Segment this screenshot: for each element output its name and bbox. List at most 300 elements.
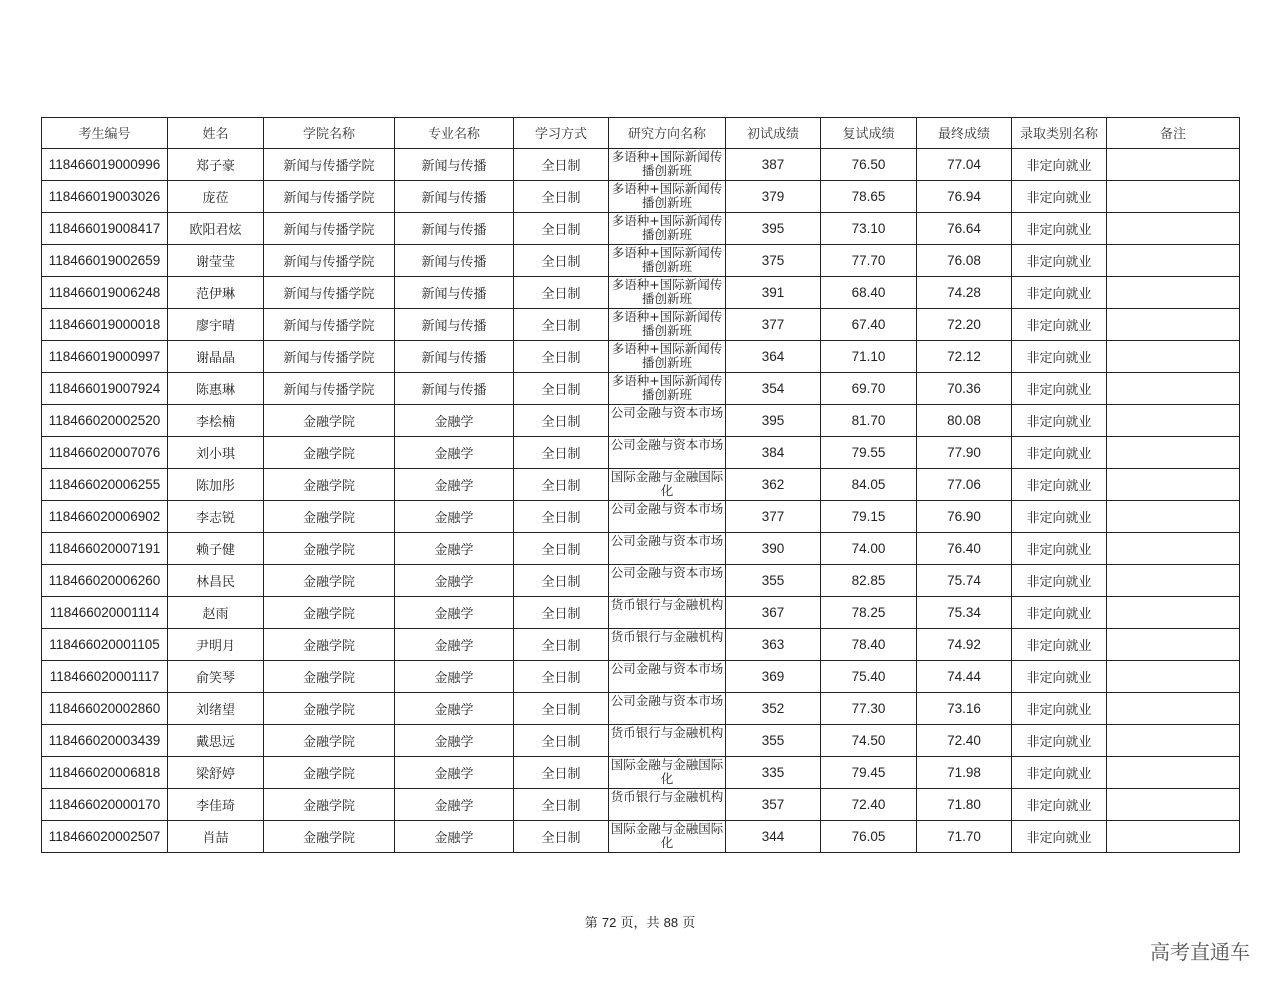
header-admission-type: 录取类别名称 (1012, 118, 1107, 149)
cell-research-direction (609, 820, 726, 852)
footer-middle: 页，共 (620, 916, 660, 931)
table-row (42, 180, 1240, 212)
cell-college: 新闻与传播学院 (264, 308, 395, 340)
cell-research-direction (609, 724, 726, 756)
cell-college: 金融学院 (264, 660, 395, 692)
cell-name: 李志锐 (168, 500, 264, 532)
cell-major: 新闻与传播 (395, 308, 514, 340)
cell-admission-type: 非定向就业 (1012, 244, 1107, 276)
cell-college: 新闻与传播学院 (264, 212, 395, 244)
cell-name: 戴思远 (168, 724, 264, 756)
cell-final-score: 71.80 (917, 788, 1012, 820)
cell-retest-score: 82.85 (821, 564, 917, 596)
cell-prelim-score: 377 (726, 308, 821, 340)
cell-college: 新闻与传播学院 (264, 372, 395, 404)
cell-admission-type: 非定向就业 (1012, 372, 1107, 404)
cell-name: 刘绪望 (168, 692, 264, 724)
research-direction-text: 货币银行与金融机构 (610, 789, 724, 804)
cell-prelim-score: 364 (726, 340, 821, 372)
cell-retest-score: 67.40 (821, 308, 917, 340)
cell-final-score: 80.08 (917, 404, 1012, 436)
cell-college: 金融学院 (264, 404, 395, 436)
cell-prelim-score: 390 (726, 532, 821, 564)
cell-research-direction (609, 628, 726, 660)
research-direction-text: 多语种+国际新闻传播创新班 (611, 181, 723, 210)
cell-admission-type: 非定向就业 (1012, 692, 1107, 724)
research-direction-text: 多语种+国际新闻传播创新班 (611, 341, 723, 370)
cell-final-score: 72.20 (917, 308, 1012, 340)
cell-candidate-id: 118466019003026 (42, 180, 168, 212)
cell-major: 金融学 (395, 596, 514, 628)
cell-admission-type: 非定向就业 (1012, 628, 1107, 660)
cell-study-mode: 全日制 (514, 532, 609, 564)
cell-retest-score: 72.40 (821, 788, 917, 820)
table-row (42, 628, 1240, 660)
footer-prefix: 第 (584, 916, 598, 931)
table-row (42, 692, 1240, 724)
cell-research-direction (609, 308, 726, 340)
cell-research-direction (609, 276, 726, 308)
cell-major: 新闻与传播 (395, 212, 514, 244)
cell-prelim-score: 391 (726, 276, 821, 308)
cell-remarks (1107, 596, 1240, 628)
cell-major: 新闻与传播 (395, 148, 514, 180)
cell-remarks (1107, 212, 1240, 244)
cell-study-mode: 全日制 (514, 820, 609, 852)
cell-prelim-score: 355 (726, 724, 821, 756)
cell-candidate-id: 118466020000170 (42, 788, 168, 820)
table-row (42, 372, 1240, 404)
cell-college: 金融学院 (264, 756, 395, 788)
cell-admission-type: 非定向就业 (1012, 180, 1107, 212)
cell-major: 金融学 (395, 468, 514, 500)
cell-college: 新闻与传播学院 (264, 340, 395, 372)
cell-prelim-score: 379 (726, 180, 821, 212)
table-row (42, 340, 1240, 372)
table-row (42, 212, 1240, 244)
cell-major: 新闻与传播 (395, 340, 514, 372)
cell-remarks (1107, 340, 1240, 372)
cell-final-score: 72.12 (917, 340, 1012, 372)
cell-study-mode: 全日制 (514, 244, 609, 276)
cell-research-direction (609, 436, 726, 468)
header-college: 学院名称 (264, 118, 395, 149)
cell-admission-type: 非定向就业 (1012, 276, 1107, 308)
cell-candidate-id: 118466019000018 (42, 308, 168, 340)
cell-study-mode: 全日制 (514, 468, 609, 500)
total-pages: 88 (663, 915, 679, 930)
cell-prelim-score: 395 (726, 212, 821, 244)
cell-research-direction (609, 660, 726, 692)
table-row (42, 404, 1240, 436)
cell-final-score: 70.36 (917, 372, 1012, 404)
cell-major: 金融学 (395, 724, 514, 756)
cell-candidate-id: 118466019007924 (42, 372, 168, 404)
cell-college: 新闻与传播学院 (264, 244, 395, 276)
cell-prelim-score: 344 (726, 820, 821, 852)
cell-major: 新闻与传播 (395, 180, 514, 212)
cell-prelim-score: 387 (726, 148, 821, 180)
cell-college: 金融学院 (264, 820, 395, 852)
cell-remarks (1107, 820, 1240, 852)
cell-retest-score: 74.50 (821, 724, 917, 756)
cell-study-mode: 全日制 (514, 308, 609, 340)
cell-study-mode: 全日制 (514, 564, 609, 596)
cell-major: 金融学 (395, 564, 514, 596)
research-direction-text: 国际金融与金融国际化 (610, 821, 724, 850)
cell-candidate-id: 118466019008417 (42, 212, 168, 244)
cell-college: 金融学院 (264, 628, 395, 660)
cell-research-direction (609, 148, 726, 180)
cell-college: 金融学院 (264, 724, 395, 756)
header-final-score: 最终成绩 (917, 118, 1012, 149)
cell-name: 梁舒婷 (168, 756, 264, 788)
research-direction-text: 货币银行与金融机构 (610, 629, 724, 644)
cell-name: 尹明月 (168, 628, 264, 660)
cell-remarks (1107, 628, 1240, 660)
cell-final-score: 74.44 (917, 660, 1012, 692)
cell-retest-score: 78.65 (821, 180, 917, 212)
cell-study-mode: 全日制 (514, 660, 609, 692)
cell-candidate-id: 118466020001117 (42, 660, 168, 692)
cell-retest-score: 78.40 (821, 628, 917, 660)
cell-candidate-id: 118466020001105 (42, 628, 168, 660)
cell-retest-score: 74.00 (821, 532, 917, 564)
cell-candidate-id: 118466020006255 (42, 468, 168, 500)
page-footer (0, 912, 1280, 931)
cell-retest-score: 76.05 (821, 820, 917, 852)
cell-study-mode: 全日制 (514, 212, 609, 244)
cell-remarks (1107, 788, 1240, 820)
cell-final-score: 74.28 (917, 276, 1012, 308)
table-row (42, 564, 1240, 596)
cell-candidate-id: 118466020007191 (42, 532, 168, 564)
table-row (42, 788, 1240, 820)
cell-retest-score: 77.70 (821, 244, 917, 276)
cell-final-score: 76.90 (917, 500, 1012, 532)
header-candidate-id: 考生编号 (42, 118, 168, 149)
cell-research-direction (609, 244, 726, 276)
cell-name: 李桧楠 (168, 404, 264, 436)
research-direction-text: 货币银行与金融机构 (610, 725, 724, 740)
cell-final-score: 76.40 (917, 532, 1012, 564)
cell-retest-score: 79.15 (821, 500, 917, 532)
cell-research-direction (609, 212, 726, 244)
cell-prelim-score: 355 (726, 564, 821, 596)
cell-candidate-id: 118466019002659 (42, 244, 168, 276)
cell-prelim-score: 369 (726, 660, 821, 692)
table-row (42, 244, 1240, 276)
cell-remarks (1107, 276, 1240, 308)
cell-retest-score: 73.10 (821, 212, 917, 244)
cell-retest-score: 81.70 (821, 404, 917, 436)
table-row (42, 532, 1240, 564)
cell-final-score: 74.92 (917, 628, 1012, 660)
cell-candidate-id: 118466020002860 (42, 692, 168, 724)
cell-final-score: 76.08 (917, 244, 1012, 276)
research-direction-text: 多语种+国际新闻传播创新班 (611, 149, 723, 178)
cell-remarks (1107, 244, 1240, 276)
header-remarks: 备注 (1107, 118, 1240, 149)
cell-major: 新闻与传播 (395, 276, 514, 308)
cell-research-direction (609, 180, 726, 212)
cell-study-mode: 全日制 (514, 692, 609, 724)
cell-prelim-score: 335 (726, 756, 821, 788)
cell-retest-score: 79.45 (821, 756, 917, 788)
cell-study-mode: 全日制 (514, 788, 609, 820)
cell-remarks (1107, 468, 1240, 500)
header-major: 专业名称 (395, 118, 514, 149)
cell-name: 谢莹莹 (168, 244, 264, 276)
cell-college: 金融学院 (264, 532, 395, 564)
cell-admission-type: 非定向就业 (1012, 436, 1107, 468)
cell-college: 新闻与传播学院 (264, 276, 395, 308)
cell-retest-score: 77.30 (821, 692, 917, 724)
table-row (42, 756, 1240, 788)
cell-retest-score: 75.40 (821, 660, 917, 692)
cell-candidate-id: 118466020006902 (42, 500, 168, 532)
cell-name: 林昌民 (168, 564, 264, 596)
cell-candidate-id: 118466019000996 (42, 148, 168, 180)
cell-candidate-id: 118466020006818 (42, 756, 168, 788)
cell-admission-type: 非定向就业 (1012, 788, 1107, 820)
cell-major: 金融学 (395, 404, 514, 436)
cell-prelim-score: 367 (726, 596, 821, 628)
cell-major: 金融学 (395, 756, 514, 788)
cell-admission-type: 非定向就业 (1012, 308, 1107, 340)
cell-major: 金融学 (395, 660, 514, 692)
cell-study-mode: 全日制 (514, 724, 609, 756)
table-row (42, 436, 1240, 468)
header-name: 姓名 (168, 118, 264, 149)
admission-table (41, 117, 1240, 853)
cell-remarks (1107, 436, 1240, 468)
cell-college: 新闻与传播学院 (264, 180, 395, 212)
cell-final-score: 77.06 (917, 468, 1012, 500)
cell-college: 金融学院 (264, 564, 395, 596)
cell-retest-score: 78.25 (821, 596, 917, 628)
cell-research-direction (609, 500, 726, 532)
cell-college: 金融学院 (264, 692, 395, 724)
cell-study-mode: 全日制 (514, 404, 609, 436)
header-prelim-score: 初试成绩 (726, 118, 821, 149)
cell-remarks (1107, 148, 1240, 180)
table-row (42, 500, 1240, 532)
cell-admission-type: 非定向就业 (1012, 724, 1107, 756)
cell-candidate-id: 118466019006248 (42, 276, 168, 308)
table-row (42, 660, 1240, 692)
cell-college: 新闻与传播学院 (264, 148, 395, 180)
cell-final-score: 75.34 (917, 596, 1012, 628)
cell-admission-type: 非定向就业 (1012, 404, 1107, 436)
research-direction-text: 公司金融与资本市场 (610, 437, 724, 452)
cell-prelim-score: 363 (726, 628, 821, 660)
research-direction-text: 公司金融与资本市场 (610, 565, 724, 580)
cell-admission-type: 非定向就业 (1012, 596, 1107, 628)
cell-study-mode: 全日制 (514, 372, 609, 404)
cell-final-score: 76.94 (917, 180, 1012, 212)
cell-final-score: 71.98 (917, 756, 1012, 788)
cell-admission-type: 非定向就业 (1012, 820, 1107, 852)
cell-major: 金融学 (395, 788, 514, 820)
cell-final-score: 76.64 (917, 212, 1012, 244)
cell-study-mode: 全日制 (514, 148, 609, 180)
cell-major: 金融学 (395, 532, 514, 564)
cell-remarks (1107, 404, 1240, 436)
cell-remarks (1107, 500, 1240, 532)
cell-research-direction (609, 340, 726, 372)
cell-name: 廖宇晴 (168, 308, 264, 340)
research-direction-text: 多语种+国际新闻传播创新班 (611, 309, 723, 338)
cell-remarks (1107, 532, 1240, 564)
cell-college: 金融学院 (264, 500, 395, 532)
research-direction-text: 公司金融与资本市场 (610, 661, 724, 676)
cell-prelim-score: 357 (726, 788, 821, 820)
header-study-mode: 学习方式 (514, 118, 609, 149)
research-direction-text: 公司金融与资本市场 (610, 693, 724, 708)
research-direction-text: 货币银行与金融机构 (610, 597, 724, 612)
footer-suffix: 页 (682, 916, 696, 931)
cell-name: 郑子豪 (168, 148, 264, 180)
cell-remarks (1107, 724, 1240, 756)
research-direction-text: 国际金融与金融国际化 (610, 757, 724, 786)
cell-college: 金融学院 (264, 788, 395, 820)
cell-major: 金融学 (395, 628, 514, 660)
cell-retest-score: 84.05 (821, 468, 917, 500)
cell-research-direction (609, 532, 726, 564)
cell-name: 陈惠琳 (168, 372, 264, 404)
table-row (42, 820, 1240, 852)
cell-study-mode: 全日制 (514, 628, 609, 660)
cell-major: 新闻与传播 (395, 244, 514, 276)
table-header-row (42, 118, 1240, 149)
cell-retest-score: 79.55 (821, 436, 917, 468)
current-page: 72 (601, 915, 617, 930)
cell-name: 赖子健 (168, 532, 264, 564)
cell-remarks (1107, 756, 1240, 788)
cell-candidate-id: 118466020007076 (42, 436, 168, 468)
cell-prelim-score: 375 (726, 244, 821, 276)
cell-candidate-id: 118466020002507 (42, 820, 168, 852)
cell-prelim-score: 362 (726, 468, 821, 500)
cell-major: 金融学 (395, 692, 514, 724)
cell-major: 新闻与传播 (395, 372, 514, 404)
cell-study-mode: 全日制 (514, 756, 609, 788)
cell-final-score: 72.40 (917, 724, 1012, 756)
cell-study-mode: 全日制 (514, 436, 609, 468)
cell-college: 金融学院 (264, 596, 395, 628)
watermark: 高考直通车 (1150, 940, 1250, 964)
cell-research-direction (609, 788, 726, 820)
cell-prelim-score: 384 (726, 436, 821, 468)
research-direction-text: 多语种+国际新闻传播创新班 (611, 277, 723, 306)
cell-prelim-score: 352 (726, 692, 821, 724)
cell-admission-type: 非定向就业 (1012, 532, 1107, 564)
cell-candidate-id: 118466020006260 (42, 564, 168, 596)
cell-admission-type: 非定向就业 (1012, 564, 1107, 596)
cell-candidate-id: 118466020001114 (42, 596, 168, 628)
cell-candidate-id: 118466020003439 (42, 724, 168, 756)
cell-candidate-id: 118466019000997 (42, 340, 168, 372)
cell-admission-type: 非定向就业 (1012, 660, 1107, 692)
cell-research-direction (609, 404, 726, 436)
cell-college: 金融学院 (264, 436, 395, 468)
header-retest-score: 复试成绩 (821, 118, 917, 149)
cell-study-mode: 全日制 (514, 180, 609, 212)
cell-name: 谢晶晶 (168, 340, 264, 372)
table-row (42, 308, 1240, 340)
research-direction-text: 国际金融与金融国际化 (610, 469, 724, 498)
cell-name: 庞莅 (168, 180, 264, 212)
research-direction-text: 公司金融与资本市场 (610, 533, 724, 548)
cell-admission-type: 非定向就业 (1012, 340, 1107, 372)
cell-remarks (1107, 180, 1240, 212)
cell-name: 刘小琪 (168, 436, 264, 468)
header-research-direction: 研究方向名称 (609, 118, 726, 149)
cell-retest-score: 68.40 (821, 276, 917, 308)
cell-admission-type: 非定向就业 (1012, 756, 1107, 788)
cell-remarks (1107, 692, 1240, 724)
cell-final-score: 73.16 (917, 692, 1012, 724)
cell-study-mode: 全日制 (514, 340, 609, 372)
cell-admission-type: 非定向就业 (1012, 212, 1107, 244)
cell-college: 金融学院 (264, 468, 395, 500)
cell-final-score: 77.90 (917, 436, 1012, 468)
cell-research-direction (609, 596, 726, 628)
cell-research-direction (609, 468, 726, 500)
cell-prelim-score: 395 (726, 404, 821, 436)
cell-major: 金融学 (395, 436, 514, 468)
research-direction-text: 多语种+国际新闻传播创新班 (611, 245, 723, 274)
cell-study-mode: 全日制 (514, 596, 609, 628)
cell-name: 陈加彤 (168, 468, 264, 500)
cell-candidate-id: 118466020002520 (42, 404, 168, 436)
cell-remarks (1107, 372, 1240, 404)
cell-major: 金融学 (395, 500, 514, 532)
cell-remarks (1107, 564, 1240, 596)
cell-research-direction (609, 756, 726, 788)
table-row (42, 724, 1240, 756)
cell-name: 肖喆 (168, 820, 264, 852)
cell-retest-score: 71.10 (821, 340, 917, 372)
table-row (42, 596, 1240, 628)
cell-final-score: 77.04 (917, 148, 1012, 180)
cell-name: 欧阳君炫 (168, 212, 264, 244)
research-direction-text: 多语种+国际新闻传播创新班 (611, 373, 723, 402)
cell-name: 范伊琳 (168, 276, 264, 308)
cell-study-mode: 全日制 (514, 276, 609, 308)
cell-remarks (1107, 308, 1240, 340)
research-direction-text: 公司金融与资本市场 (610, 501, 724, 516)
cell-final-score: 75.74 (917, 564, 1012, 596)
cell-admission-type: 非定向就业 (1012, 468, 1107, 500)
cell-study-mode: 全日制 (514, 500, 609, 532)
research-direction-text: 公司金融与资本市场 (610, 405, 724, 420)
cell-admission-type: 非定向就业 (1012, 148, 1107, 180)
cell-research-direction (609, 372, 726, 404)
cell-name: 李佳琦 (168, 788, 264, 820)
cell-retest-score: 69.70 (821, 372, 917, 404)
cell-final-score: 71.70 (917, 820, 1012, 852)
cell-prelim-score: 354 (726, 372, 821, 404)
cell-admission-type: 非定向就业 (1012, 500, 1107, 532)
cell-research-direction (609, 564, 726, 596)
cell-prelim-score: 377 (726, 500, 821, 532)
cell-research-direction (609, 692, 726, 724)
cell-name: 俞笑琴 (168, 660, 264, 692)
research-direction-text: 多语种+国际新闻传播创新班 (611, 213, 723, 242)
cell-major: 金融学 (395, 820, 514, 852)
